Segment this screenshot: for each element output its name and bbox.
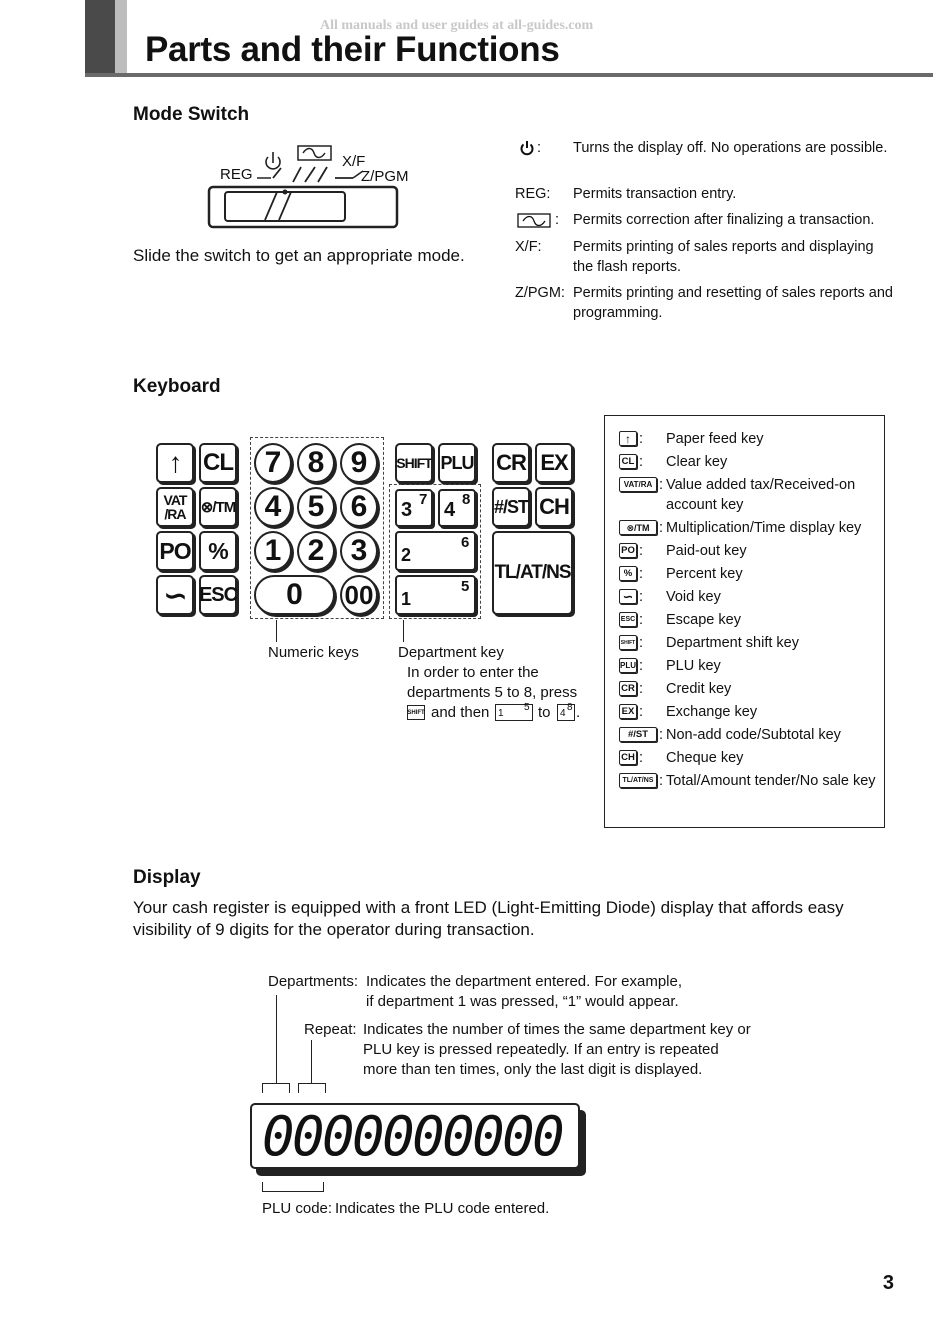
- mode-switch-heading: Mode Switch: [133, 104, 250, 125]
- led-display: [250, 1103, 580, 1169]
- void-key[interactable]: ∽: [156, 575, 194, 615]
- paper-feed-key[interactable]: ↑: [156, 443, 194, 483]
- power-icon: [519, 140, 535, 162]
- void-icon: [298, 146, 331, 160]
- escape-key[interactable]: ESC: [199, 575, 237, 615]
- departments-text-2: if department 1 was pressed, “1” would appear.: [366, 993, 679, 1010]
- header-bar-light: [115, 0, 127, 77]
- key-2[interactable]: 2: [297, 531, 335, 571]
- department-key-2-6[interactable]: 2 6: [395, 531, 476, 571]
- subtotal-key[interactable]: #/ST: [492, 487, 530, 527]
- key-0[interactable]: 0: [254, 575, 335, 615]
- departments-callout-line: [276, 995, 277, 1083]
- key-4[interactable]: 4: [254, 487, 292, 527]
- paid-out-key[interactable]: PO: [156, 531, 194, 571]
- department-key-3-7[interactable]: 3 7: [395, 489, 433, 527]
- clear-key[interactable]: CL: [199, 443, 237, 483]
- department-note-2: departments 5 to 8, press: [407, 684, 578, 701]
- key-7[interactable]: 7: [254, 443, 292, 483]
- mode-label-reg: REG: [220, 166, 253, 183]
- plu-code-bracket: [262, 1182, 324, 1192]
- department-key-label: Department key: [398, 644, 504, 661]
- key-1[interactable]: 1: [254, 531, 292, 571]
- display-intro: Your cash register is equipped with a front LED (Light-Emitting Diode) display that affords easy visibility of 9 digits for the operator during transaction.: [133, 898, 844, 939]
- department-note-1: In order to enter the: [407, 664, 539, 681]
- power-icon: [266, 152, 280, 169]
- departments-bracket: [262, 1083, 290, 1093]
- department-key-1-5-badge: 1 5: [495, 704, 533, 721]
- repeat-label: Repeat:: [304, 1021, 357, 1038]
- plu-key[interactable]: PLU: [438, 443, 476, 483]
- total-key[interactable]: TL/AT/NS: [492, 531, 573, 615]
- vat-ra-key[interactable]: VAT /RA: [156, 487, 194, 527]
- numeric-keys-label: Numeric keys: [268, 644, 359, 661]
- display-heading: Display: [133, 867, 201, 888]
- header-bar-dark: [85, 0, 115, 77]
- page-title: Parts and their Functions: [145, 30, 560, 69]
- watermark: All manuals and user guides at all-guides.com: [320, 18, 594, 33]
- mode-switch-diagram: [205, 140, 420, 235]
- key-legend: ↑ : Paper feed key CL : Clear key VAT/RA : Value added tax/Received-on account key ⊗/TM : Multiplication/Time display key PO : Paid-out key % : Percent key ∽ : Void key ESC : Escape key SHIFT : Department shift key PLU : PLU key CR : Credit key EX : Exchange key #/ST : Non-add code/Subtotal key CH : Cheque key TL/AT/NS : Total/Amount tender/No sale key: [604, 415, 885, 828]
- department-key-4-8-badge: 4 8: [557, 704, 575, 721]
- repeat-bracket: [298, 1083, 326, 1093]
- key-5[interactable]: 5: [297, 487, 335, 527]
- credit-key[interactable]: CR: [492, 443, 530, 483]
- void-icon: [517, 213, 551, 234]
- mode-switch-caption: Slide the switch to get an appropriate mode.: [133, 246, 465, 265]
- repeat-text-1: Indicates the number of times the same department key or: [363, 1021, 751, 1038]
- department-key-1-5[interactable]: 1 5: [395, 575, 476, 615]
- shift-key[interactable]: SHIFT: [395, 443, 433, 483]
- repeat-callout-line: [311, 1040, 312, 1083]
- department-callout-line: [403, 620, 404, 642]
- key-9[interactable]: 9: [340, 443, 378, 483]
- header-rule: [85, 73, 933, 77]
- led-digits: 0000000000: [262, 1105, 563, 1168]
- exchange-key[interactable]: EX: [535, 443, 573, 483]
- departments-text-1: Indicates the department entered. For example,: [366, 973, 683, 990]
- key-3[interactable]: 3: [340, 531, 378, 571]
- multiplication-time-key[interactable]: ⊗/TM: [199, 487, 237, 527]
- key-00[interactable]: 00: [340, 575, 378, 615]
- keyboard-heading: Keyboard: [133, 376, 221, 397]
- key-6[interactable]: 6: [340, 487, 378, 527]
- repeat-text-2: PLU key is pressed repeatedly. If an entry is repeated: [363, 1041, 719, 1058]
- shift-key-badge: SHIFT: [407, 705, 425, 720]
- department-key-4-8[interactable]: 4 8: [438, 489, 476, 527]
- plu-code-label: PLU code:: [262, 1200, 333, 1217]
- numeric-callout-line: [276, 620, 277, 642]
- page-number: 3: [882, 1272, 894, 1294]
- departments-label: Departments:: [268, 973, 359, 990]
- cheque-key[interactable]: CH: [535, 487, 573, 527]
- repeat-text-3: more than ten times, only the last digit is displayed.: [363, 1061, 703, 1078]
- percent-key[interactable]: %: [199, 531, 237, 571]
- mode-label-xf: X/F: [342, 153, 366, 170]
- plu-code-text: Indicates the PLU code entered.: [335, 1200, 550, 1217]
- mode-label-zpgm: Z/PGM: [361, 168, 409, 185]
- key-8[interactable]: 8: [297, 443, 335, 483]
